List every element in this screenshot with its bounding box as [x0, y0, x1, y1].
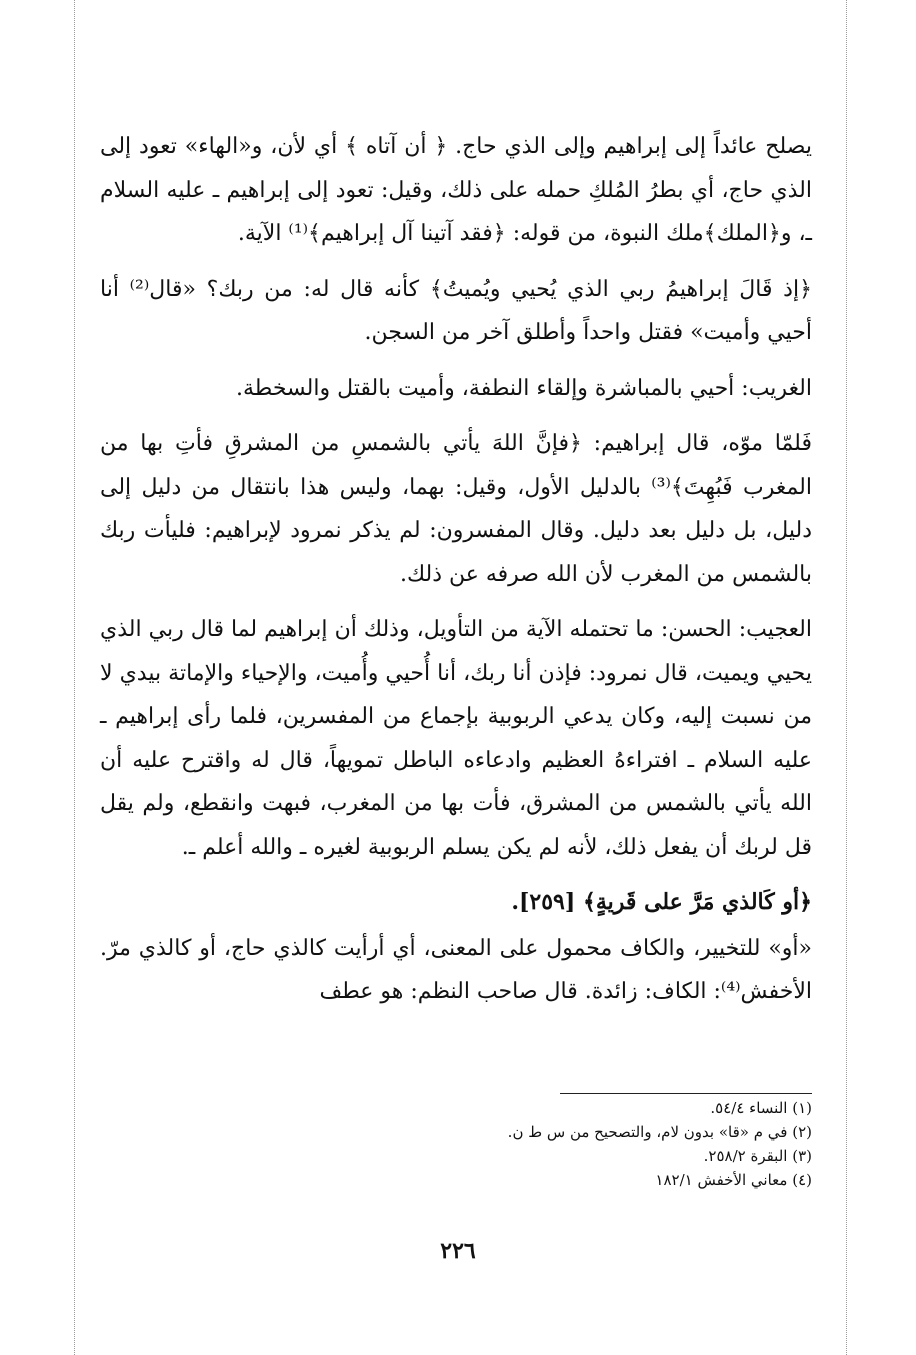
paragraph-5: العجيب: الحسن: ما تحتمله الآية من التأويل، وذلك أن إبراهيم لما قال ربي الذي يحيي ويميت، قال نمرود: فإذن أنا ربك، أنا أُحيي وأُميت، والإحياء والإماتة بيدي لا من نسبت إليه، وكان يدعي الربوبية بإجماع من المفسرين، فلما رأى إبراهيم ـ عليه السلام ـ افتراءهُ العظيم وادعاءه الباطل تمويهاً، قال له واقترح عليه أن الله يأتي بالشمس من المشرق، فأت بها من المغرب، فبهت وانقطع، ولم يقل قل لربك أن يفعل ذلك، لأنه لم يكن يسلم الربوبية لغيره ـ والله أعلم ـ. — [100, 617, 812, 860]
page-number: ٢٢٦ — [440, 1238, 476, 1264]
paragraph-4: فَلمّا موّه، قال إبراهيم: ﴿فإنَّ اللهَ يأتي بالشمسِ من المشرقِ فأتِ بها من المغرب فَبُهِتَ﴾⁽³⁾ بالدليل الأول، وقيل: بهما، وليس هذا بانتقال من دليل إلى دليل، بل دليل بعد دليل. وقال المفسرون: لم يذكر نمرود لإبراهيم: فليأت ربك بالشمس من المغرب لأن الله صرفه عن ذلك. — [100, 431, 812, 587]
footnote-separator — [560, 1093, 812, 1094]
footnote-2: (٢) في م «قا» بدون لام، والتصحيح من س ط ن. — [507, 1123, 812, 1141]
margin-guide-right — [846, 0, 847, 1355]
footnote-4: (٤) معاني الأخفش ١٨٢/١ — [655, 1171, 812, 1189]
verse-heading: ﴿أو كَالذي مَرَّ على قَريةٍ﴾ [٢٥٩]. — [511, 889, 812, 915]
paragraph-7: «أو» للتخيير، والكاف محمول على المعنى، أي أرأيت كالذي حاج، أو كالذي مرّ. الأخفش⁽⁴⁾: الكاف: زائدة. قال صاحب النظم: هو عطف — [100, 935, 812, 1004]
main-text — [100, 125, 812, 1026]
footnotes — [100, 1096, 812, 1192]
margin-guide-left — [74, 0, 75, 1355]
paragraph-3: الغريب: أحيي بالمباشرة وإلقاء النطفة، وأميت بالقتل والسخطة. — [236, 375, 812, 401]
paragraph-1: يصلح عائداً إلى إبراهيم وإلى الذي حاج. ﴿ أن آتاه ﴾ أي لأن، و«الهاء» تعود إلى الذي حاج، أي بطرُ المُلكِ حمله على ذلك، وقيل: تعود إلى إبراهيم ـ عليه السلام ـ، و﴿الملك﴾ملك النبوة، من قوله: ﴿فقد آتينا آل إبراهيم﴾⁽¹⁾ الآية. — [100, 134, 812, 246]
footnote-3: (٣) البقرة ٢٥٨/٢. — [703, 1147, 812, 1165]
footnote-1: (١) النساء ٥٤/٤. — [710, 1099, 812, 1117]
paragraph-2: ﴿إذ قَالَ إبراهيمُ ربي الذي يُحيي ويُميتُ﴾ كأنه قال له: من ربك؟ «قال⁽²⁾ أنا أحيي وأميت» فقتل واحداً وأطلق آخر من السجن. — [100, 276, 812, 345]
